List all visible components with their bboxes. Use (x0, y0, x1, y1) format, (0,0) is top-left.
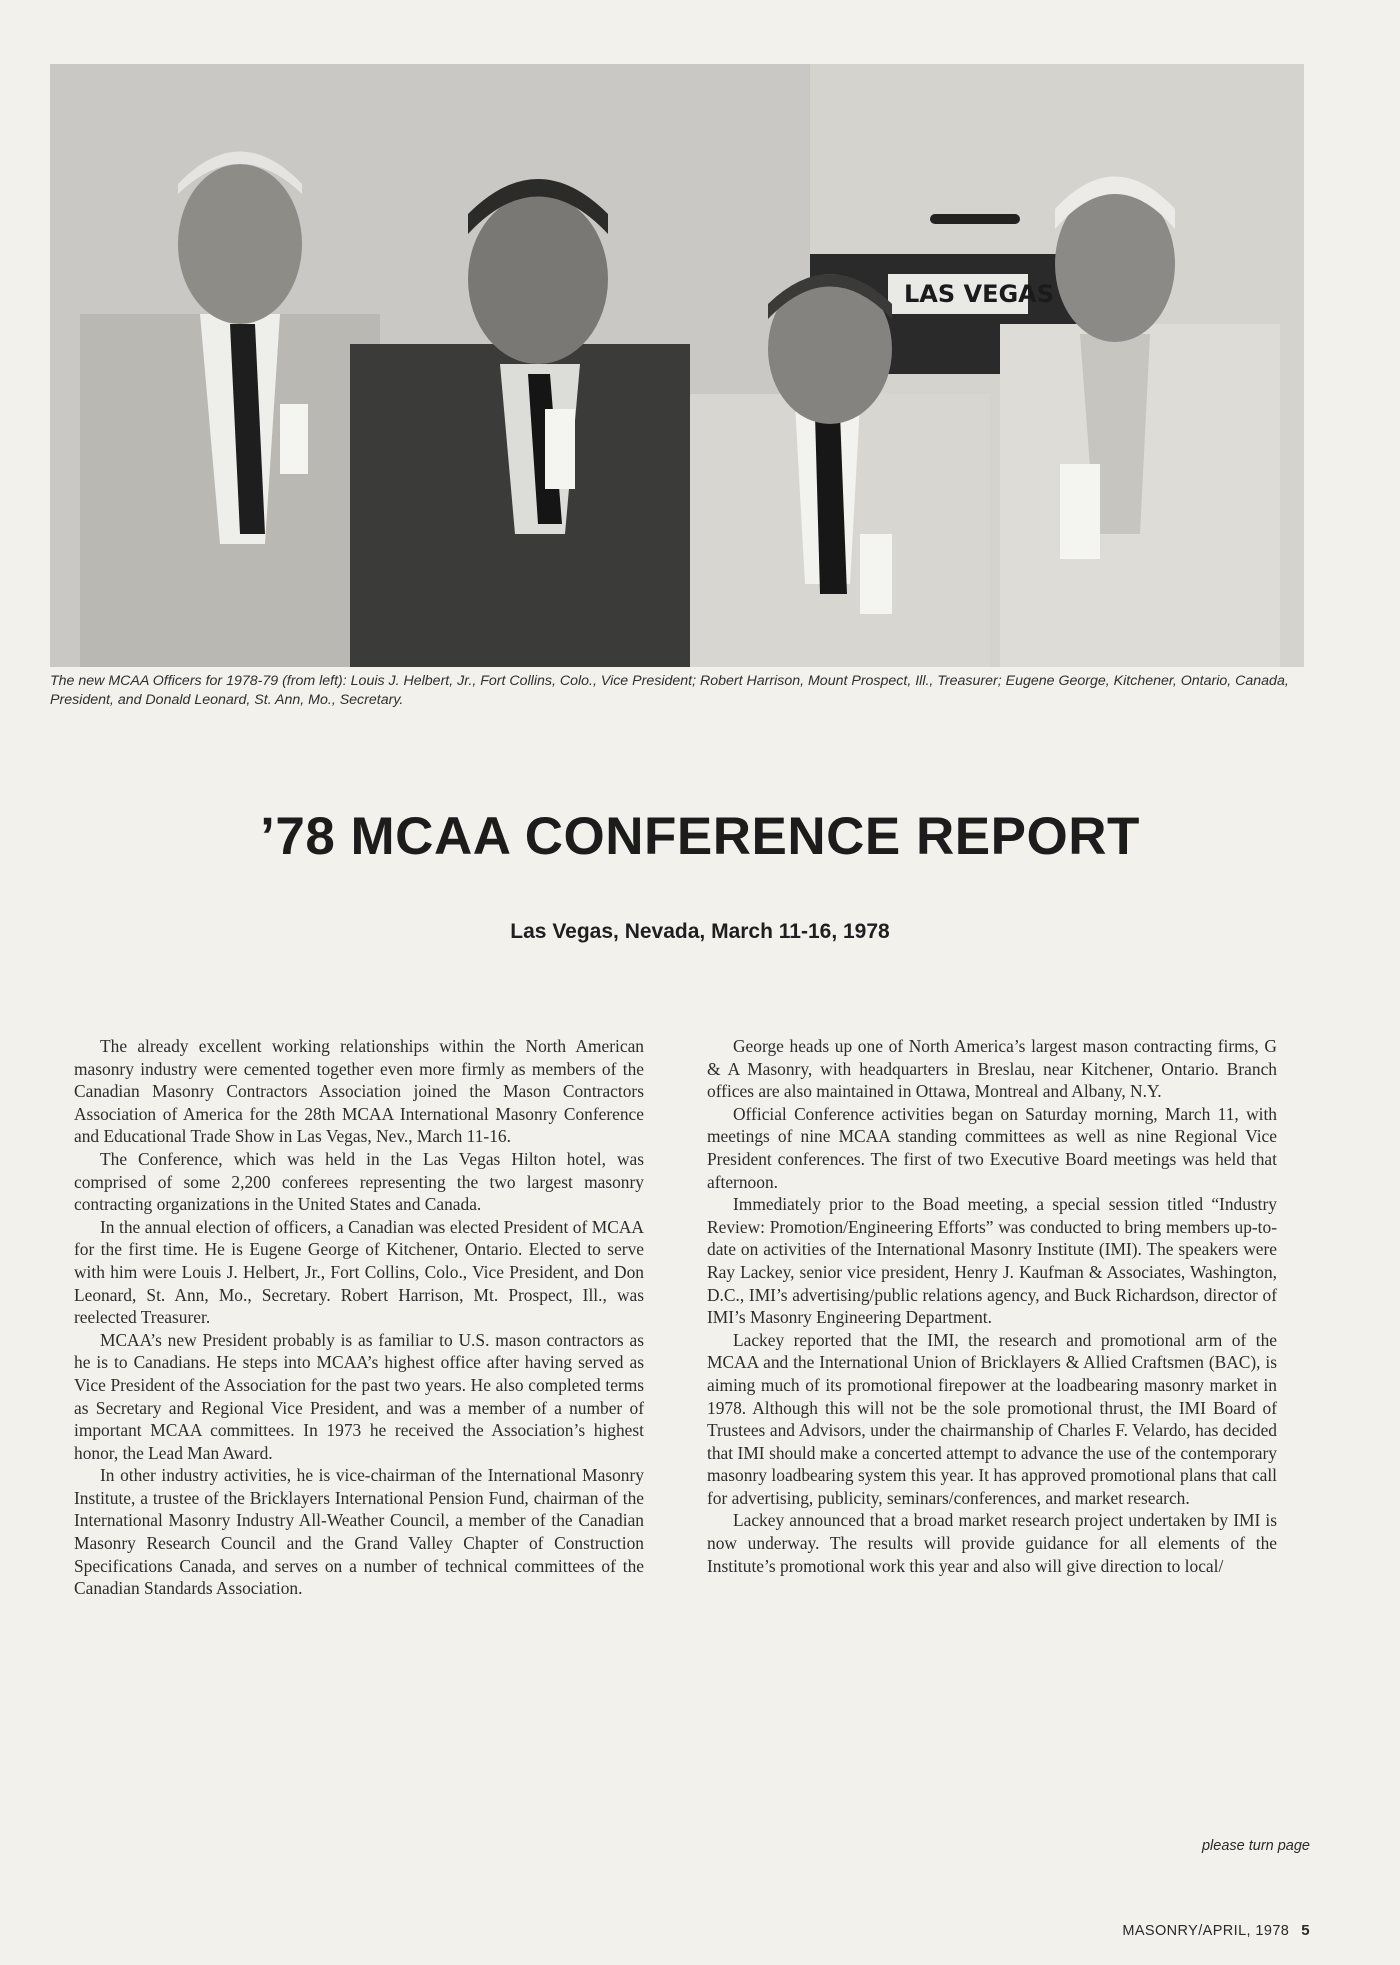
page-footer (960, 1922, 1310, 1939)
paragraph: Official Conference activities began on Saturday morning, March 11, with meetings of nine MCAA standing committees as well as nine Regional Vice President conferences. The first of two Executive Board meetings was held that afternoon. (707, 1103, 1277, 1192)
officers-photo (50, 64, 1304, 667)
las-vegas-sign: LAS VEGAS (904, 280, 1055, 308)
paragraph: In other industry activities, he is vice-chairman of the International Masonry Institute, a trustee of the Bricklayers International Pension Fund, chairman of the International Masonry Industry All-Weather Council, a member of the Canadian Masonry Research Council and the Grand Valley Chapter of Construction Specifications Canada, and serves on a number of technical committees of the Canadian Standards Association. (74, 1465, 644, 1599)
paragraph: The already excellent working relationships within the North American masonry industry were cemented together even more firmly as members of the Canadian Masonry Contractors Association joined the Mason Contractors Association of America for the 28th MCAA International Masonry Conference and Educational Trade Show in Las Vegas, Nev., March 11-16. (74, 1036, 644, 1147)
left-column (74, 1035, 644, 1600)
article-subhead: Las Vegas, Nevada, March 11-16, 1978 (510, 920, 890, 943)
right-column (707, 1035, 1277, 1577)
paragraph: Immediately prior to the Boad meeting, a special session titled “Industry Review: Promotion/Engineering Efforts” was conducted to bring members up-to-date on activities of the International Masonry Institute (IMI). The speakers were Ray Lackey, senior vice president, Henry J. Kaufman & Associates, Washington, D.C., IMI’s advertising/public relations agency, and Buck Richardson, director of IMI’s Masonry Engineering Department. (707, 1194, 1277, 1328)
group-photo-icon (50, 64, 1304, 667)
magazine-issue: MASONRY/APRIL, 1978 (1122, 1923, 1290, 1939)
photo-caption: The new MCAA Officers for 1978-79 (from left): Louis J. Helbert, Jr., Fort Collins, Colo., Vice President; Robert Harrison, Mount Prospect, Ill., Treasurer; Eugene George, Kitchener, Ontario, Canada, President, and Donald Leonard, St. Ann, Mo., Secretary. (50, 673, 1289, 708)
page-number: 5 (1301, 1922, 1310, 1939)
paragraph: The Conference, which was held in the Las Vegas Hilton hotel, was comprised of some 2,200 conferees representing the two largest masonry contracting organizations in the United States and Canada. (74, 1148, 644, 1215)
paragraph: In the annual election of officers, a Canadian was elected President of MCAA for the first time. He is Eugene George of Kitchener, Ontario. Elected to serve with him were Louis J. Helbert, Jr., Fort Collins, Colo., Vice President, and Don Leonard, St. Ann, Mo., Secretary. Robert Harrison, Mt. Prospect, Ill., was reelected Treasurer. (74, 1216, 644, 1328)
paragraph: Lackey announced that a broad market research project undertaken by IMI is now underway. The results will provide guidance for all elements of the Institute’s promotional work this year and also will give direction to local/ (707, 1510, 1277, 1576)
paragraph: MCAA’s new President probably is as familiar to U.S. mason contractors as he is to Canadians. He steps into MCAA’s highest office after having served as Vice President of the Association for the past two years. He also completed terms as Secretary and Regional Vice President, and was a member of a number of important MCAA committees. In 1973 he received the Association’s highest honor, the Lead Man Award. (74, 1329, 644, 1463)
paragraph: George heads up one of North America’s largest mason contracting firms, G & A Masonry, with headquarters in Breslau, near Kitchener, Ontario. Branch offices are also maintained in Ottawa, Montreal and Albany, N.Y. (707, 1036, 1277, 1102)
article-headline: ’78 MCAA CONFERENCE REPORT (260, 807, 1140, 866)
paragraph: Lackey reported that the IMI, the research and promotional arm of the MCAA and the International Union of Bricklayers & Allied Craftsmen (BAC), is aiming much of its promotional firepower at the loadbearing masonry market in 1978. Although this will not be the sole promotional thrust, the IMI Board of Trustees and Advisors, under the chairmanship of Charles F. Velardo, has decided that IMI should make a concerted attempt to advance the use of the contemporary masonry loadbearing system this year. It has approved promotional plans that call for advertising, publicity, seminars/conferences, and market research. (707, 1329, 1277, 1508)
turn-page-note: please turn page (1201, 1838, 1310, 1854)
